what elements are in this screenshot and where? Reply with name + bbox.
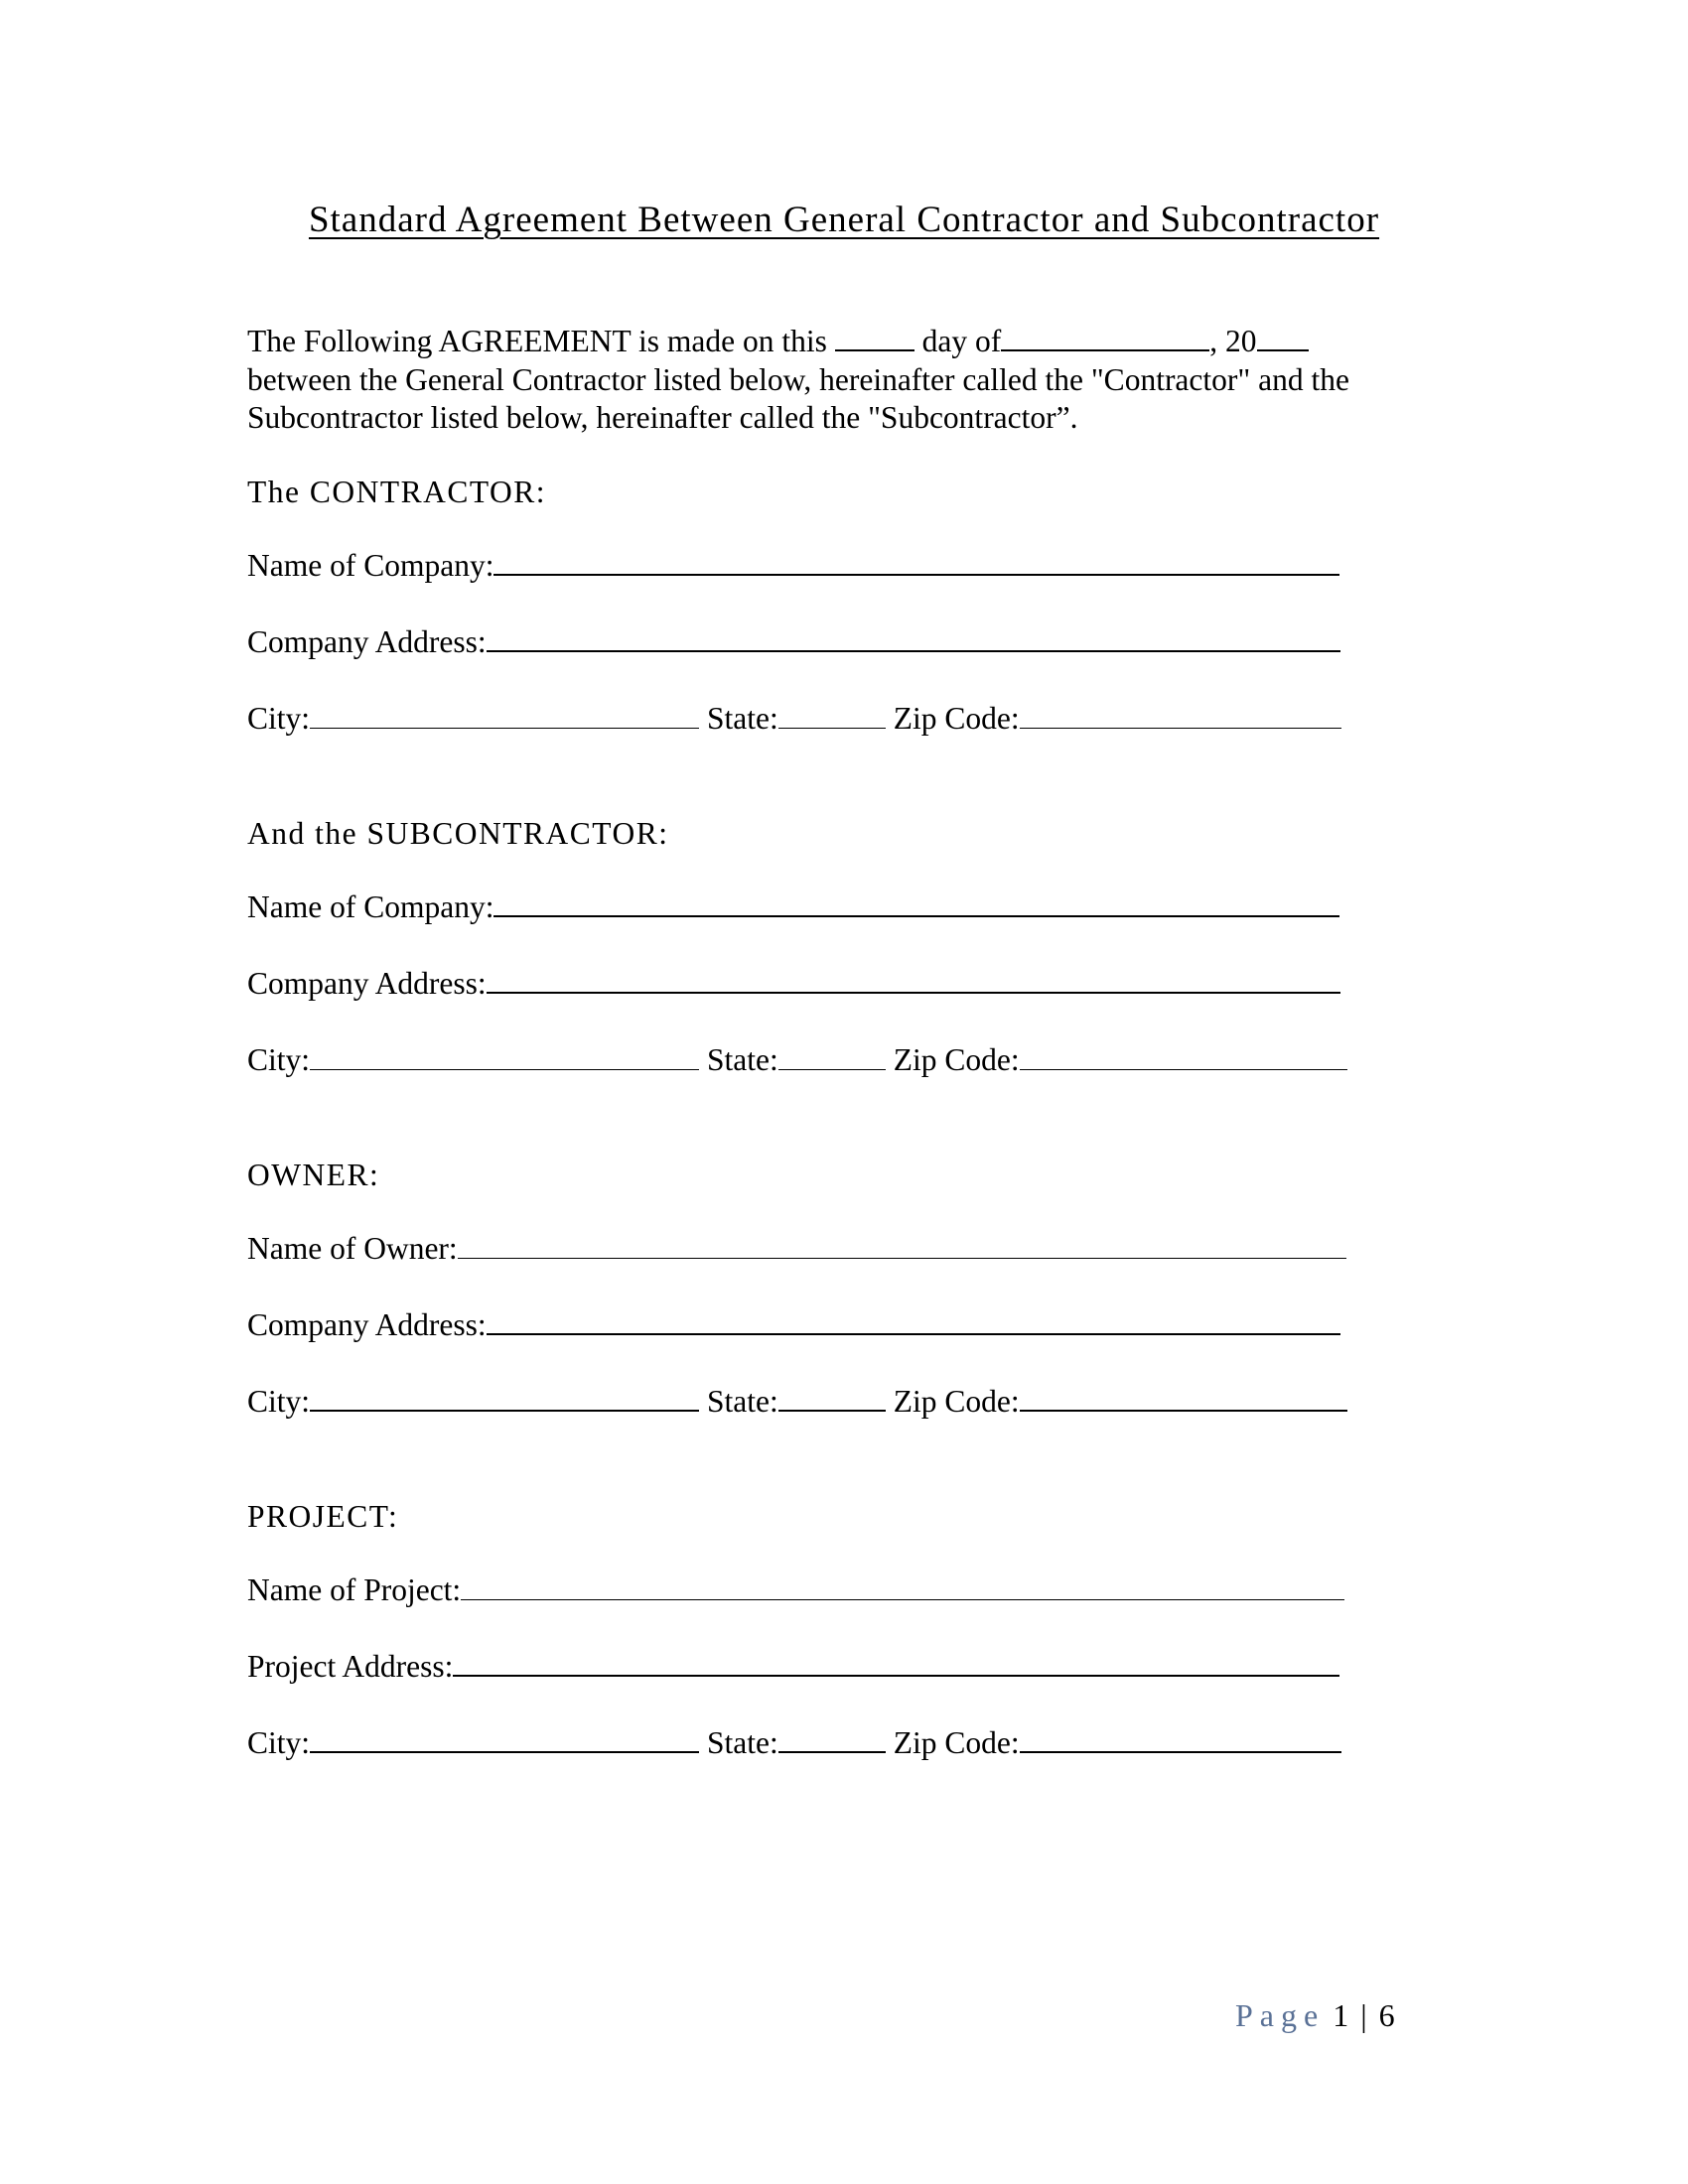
subcontractor-name-label: Name of Company: — [247, 889, 494, 924]
intro-line-2: between the General Contractor listed below, hereinafter called the "Contractor" and the — [247, 361, 1349, 397]
project-state-field[interactable] — [778, 1751, 886, 1753]
project-name-field[interactable] — [461, 1599, 1344, 1600]
intro-line-3: Subcontractor listed below, hereinafter called the "Subcontractor”. — [247, 400, 1078, 435]
owner-city-field[interactable] — [310, 1410, 699, 1412]
subcontractor-zip-field[interactable] — [1020, 1069, 1347, 1070]
intro-paragraph — [247, 323, 1439, 438]
contractor-state-field[interactable] — [778, 728, 886, 729]
subcontractor-city-label: City: — [247, 1042, 311, 1077]
contractor-address-label: Company Address: — [247, 624, 487, 659]
owner-zip-field[interactable] — [1020, 1410, 1347, 1412]
project-name-row — [247, 1569, 1344, 1608]
owner-zip-label: Zip Code: — [893, 1384, 1020, 1419]
project-city-field[interactable] — [310, 1751, 699, 1753]
contractor-name-field[interactable] — [493, 574, 1339, 576]
project-address-field[interactable] — [453, 1675, 1339, 1677]
contractor-heading: The CONTRACTOR: — [247, 475, 547, 509]
document-title: Standard Agreement Between General Contractor and Subcontractor — [308, 200, 1380, 240]
project-heading: PROJECT: — [247, 1499, 399, 1534]
contractor-city-row — [247, 697, 1341, 737]
intro-text-1: The Following AGREEMENT is made on this — [247, 324, 835, 358]
contractor-zip-label: Zip Code: — [893, 701, 1020, 736]
contractor-city-field[interactable] — [310, 728, 699, 729]
owner-name-row — [247, 1227, 1346, 1267]
year-blank[interactable] — [1257, 324, 1309, 351]
subcontractor-address-row — [247, 962, 1340, 1002]
contractor-address-field[interactable] — [487, 650, 1340, 652]
owner-state-label: State: — [707, 1384, 778, 1419]
owner-address-label: Company Address: — [247, 1307, 487, 1342]
project-address-label: Project Address: — [247, 1649, 454, 1684]
day-blank[interactable] — [835, 324, 914, 351]
intro-text-3: , 20 — [1209, 324, 1257, 358]
project-name-label: Name of Project: — [247, 1572, 462, 1607]
contractor-name-row — [247, 544, 1339, 584]
contractor-zip-field[interactable] — [1020, 728, 1341, 729]
owner-city-row — [247, 1380, 1347, 1420]
contractor-name-label: Name of Company: — [247, 548, 494, 583]
subcontractor-name-field[interactable] — [493, 915, 1339, 917]
project-zip-field[interactable] — [1020, 1751, 1341, 1753]
project-city-label: City: — [247, 1725, 311, 1760]
subcontractor-state-field[interactable] — [778, 1069, 886, 1070]
owner-city-label: City: — [247, 1384, 311, 1419]
subcontractor-heading: And the SUBCONTRACTOR: — [247, 816, 669, 851]
month-blank[interactable] — [1001, 324, 1209, 351]
subcontractor-name-row — [247, 886, 1339, 925]
project-zip-label: Zip Code: — [893, 1725, 1020, 1760]
page-number: 1 | 6 — [1333, 1997, 1397, 2033]
owner-address-field[interactable] — [487, 1333, 1340, 1335]
owner-name-field[interactable] — [458, 1258, 1346, 1259]
project-city-row — [247, 1721, 1341, 1761]
owner-state-field[interactable] — [778, 1410, 886, 1412]
contractor-state-label: State: — [707, 701, 778, 736]
page-footer — [1235, 1997, 1397, 2034]
page-word: Page — [1235, 1997, 1326, 2033]
contractor-city-label: City: — [247, 701, 311, 736]
owner-heading: OWNER: — [247, 1158, 380, 1192]
intro-line-1 — [247, 323, 1439, 361]
subcontractor-address-label: Company Address: — [247, 966, 487, 1001]
owner-address-row — [247, 1303, 1340, 1343]
subcontractor-city-row — [247, 1038, 1347, 1078]
intro-text-2: day of — [914, 324, 1002, 358]
project-address-row — [247, 1645, 1339, 1685]
subcontractor-address-field[interactable] — [487, 992, 1340, 994]
contractor-address-row — [247, 620, 1340, 660]
subcontractor-zip-label: Zip Code: — [893, 1042, 1020, 1077]
subcontractor-city-field[interactable] — [310, 1069, 699, 1070]
project-state-label: State: — [707, 1725, 778, 1760]
owner-name-label: Name of Owner: — [247, 1231, 458, 1266]
subcontractor-state-label: State: — [707, 1042, 778, 1077]
